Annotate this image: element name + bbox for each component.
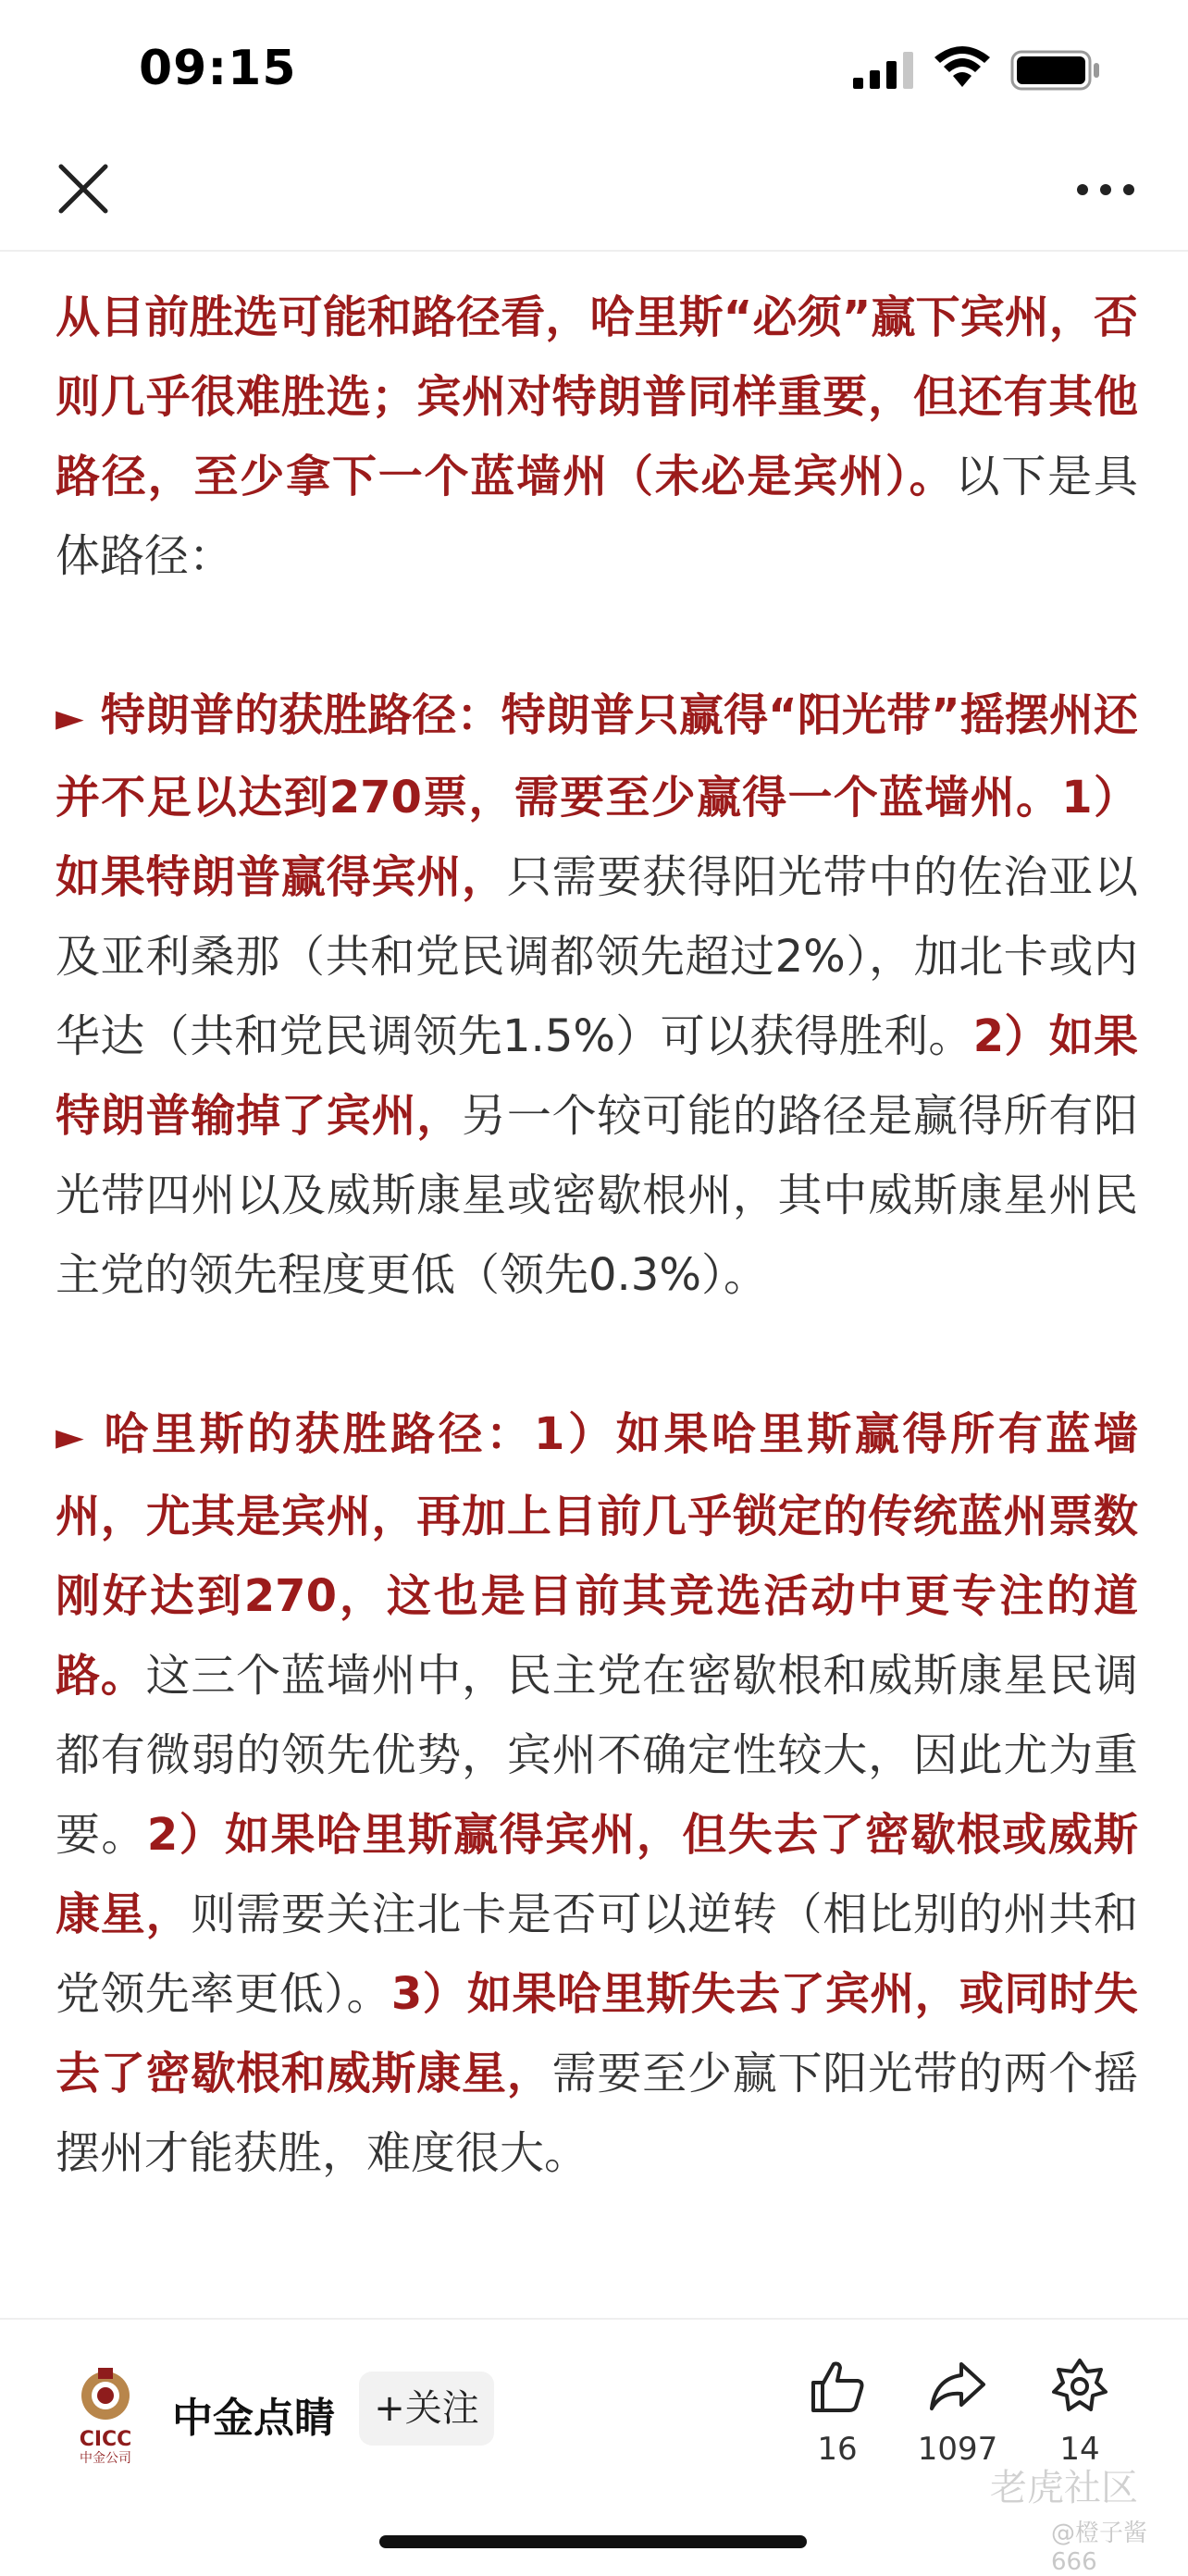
body-text: 需要至少赢下阳光带的两个摇摆州才能获胜，难度很大。	[56, 2048, 1138, 2179]
logo-text: CICC	[79, 2428, 132, 2451]
paragraph-intro	[56, 278, 1138, 596]
collect-count: 14	[1059, 2431, 1100, 2468]
body-text: 另一个较可能的路径是赢得所有阳光带四州以及威斯康星或密歇根州，其中威斯康星州民主党的领先程度更低（领先0.3%）。	[56, 1090, 1138, 1301]
highlight-text: 从目前胜选可能和路径看，哈里斯“必须”赢下宾州，否则几乎很难胜选；宾州对特朗普同样重要，但还有其他路径，至少拿下一个蓝墙州（未必是宾州）。	[56, 291, 1138, 502]
article-body	[56, 278, 1138, 2313]
wifi-icon	[934, 46, 990, 89]
signal-icon	[853, 52, 918, 89]
like-button[interactable]	[777, 2357, 897, 2468]
author-name[interactable]: 中金点睛	[172, 2395, 335, 2442]
more-icon[interactable]	[1073, 167, 1138, 213]
status-time: 09:15	[139, 41, 297, 96]
paragraph-harris-path	[56, 1394, 1138, 2193]
author-avatar[interactable]	[70, 2364, 141, 2466]
battery-icon	[1010, 50, 1103, 91]
watermark-text: 老虎社区	[990, 2467, 1138, 2509]
collect-button[interactable]	[1020, 2357, 1140, 2468]
collect-star-icon	[1050, 2357, 1109, 2416]
watermark-user: @橙子酱666	[1051, 2520, 1148, 2576]
bullet-arrow-icon: ►	[56, 1416, 84, 1458]
body-text: 以下是具体路径：	[56, 451, 1138, 582]
highlight-text: 特朗普的获胜路径：特朗普只赢得“阳光带”摇摆州还并不足以达到270票，需要至少赢得一个蓝墙州。1）如果特朗普赢得宾州，	[56, 689, 1138, 903]
highlight-text: 3）如果哈里斯失去了宾州，或同时失去了密歇根和威斯康星，	[56, 1968, 1138, 2099]
body-text: 则需要关注北卡是否可以逆转（相比别的州共和党领先率更低）。	[56, 1889, 1138, 2020]
paragraph-trump-path	[56, 675, 1138, 1315]
nav-bar	[0, 139, 1188, 252]
logo-subtext: 中金公司	[80, 2451, 131, 2466]
status-bar	[0, 0, 1188, 139]
share-button[interactable]	[897, 2357, 1018, 2468]
share-arrow-icon	[928, 2357, 987, 2416]
follow-button[interactable]: +关注	[359, 2372, 494, 2446]
highlight-text: 2）如果特朗普输掉了宾州，	[56, 1010, 1138, 1142]
highlight-text: 2）如果哈里斯赢得宾州，但失去了密歇根或威斯康星，	[56, 1809, 1138, 1940]
bullet-arrow-icon: ►	[56, 697, 84, 739]
cicc-logo-icon	[70, 2364, 141, 2425]
home-indicator[interactable]	[379, 2535, 807, 2548]
bottom-action-bar	[0, 2318, 1188, 2576]
body-text: 这三个蓝墙州中，民主党在密歇根和威斯康星民调都有微弱的领先优势，宾州不确定性较大，因此尤为重要。	[56, 1650, 1138, 1861]
like-count: 16	[817, 2431, 858, 2468]
thumbs-up-icon	[808, 2357, 867, 2416]
share-count: 1097	[917, 2431, 998, 2468]
highlight-text: 哈里斯的获胜路径：1）如果哈里斯赢得所有蓝墙州，尤其是宾州，再加上目前几乎锁定的传统蓝州票数刚好达到270，这也是目前其竞选活动中更专注的道路。	[56, 1408, 1138, 1702]
close-icon[interactable]	[54, 159, 113, 218]
body-text: 只需要获得阳光带中的佐治亚以及亚利桑那（共和党民调都领先超过2%），加北卡或内华达（共和党民调领先1.5%）可以获得胜利。	[56, 851, 1138, 1062]
